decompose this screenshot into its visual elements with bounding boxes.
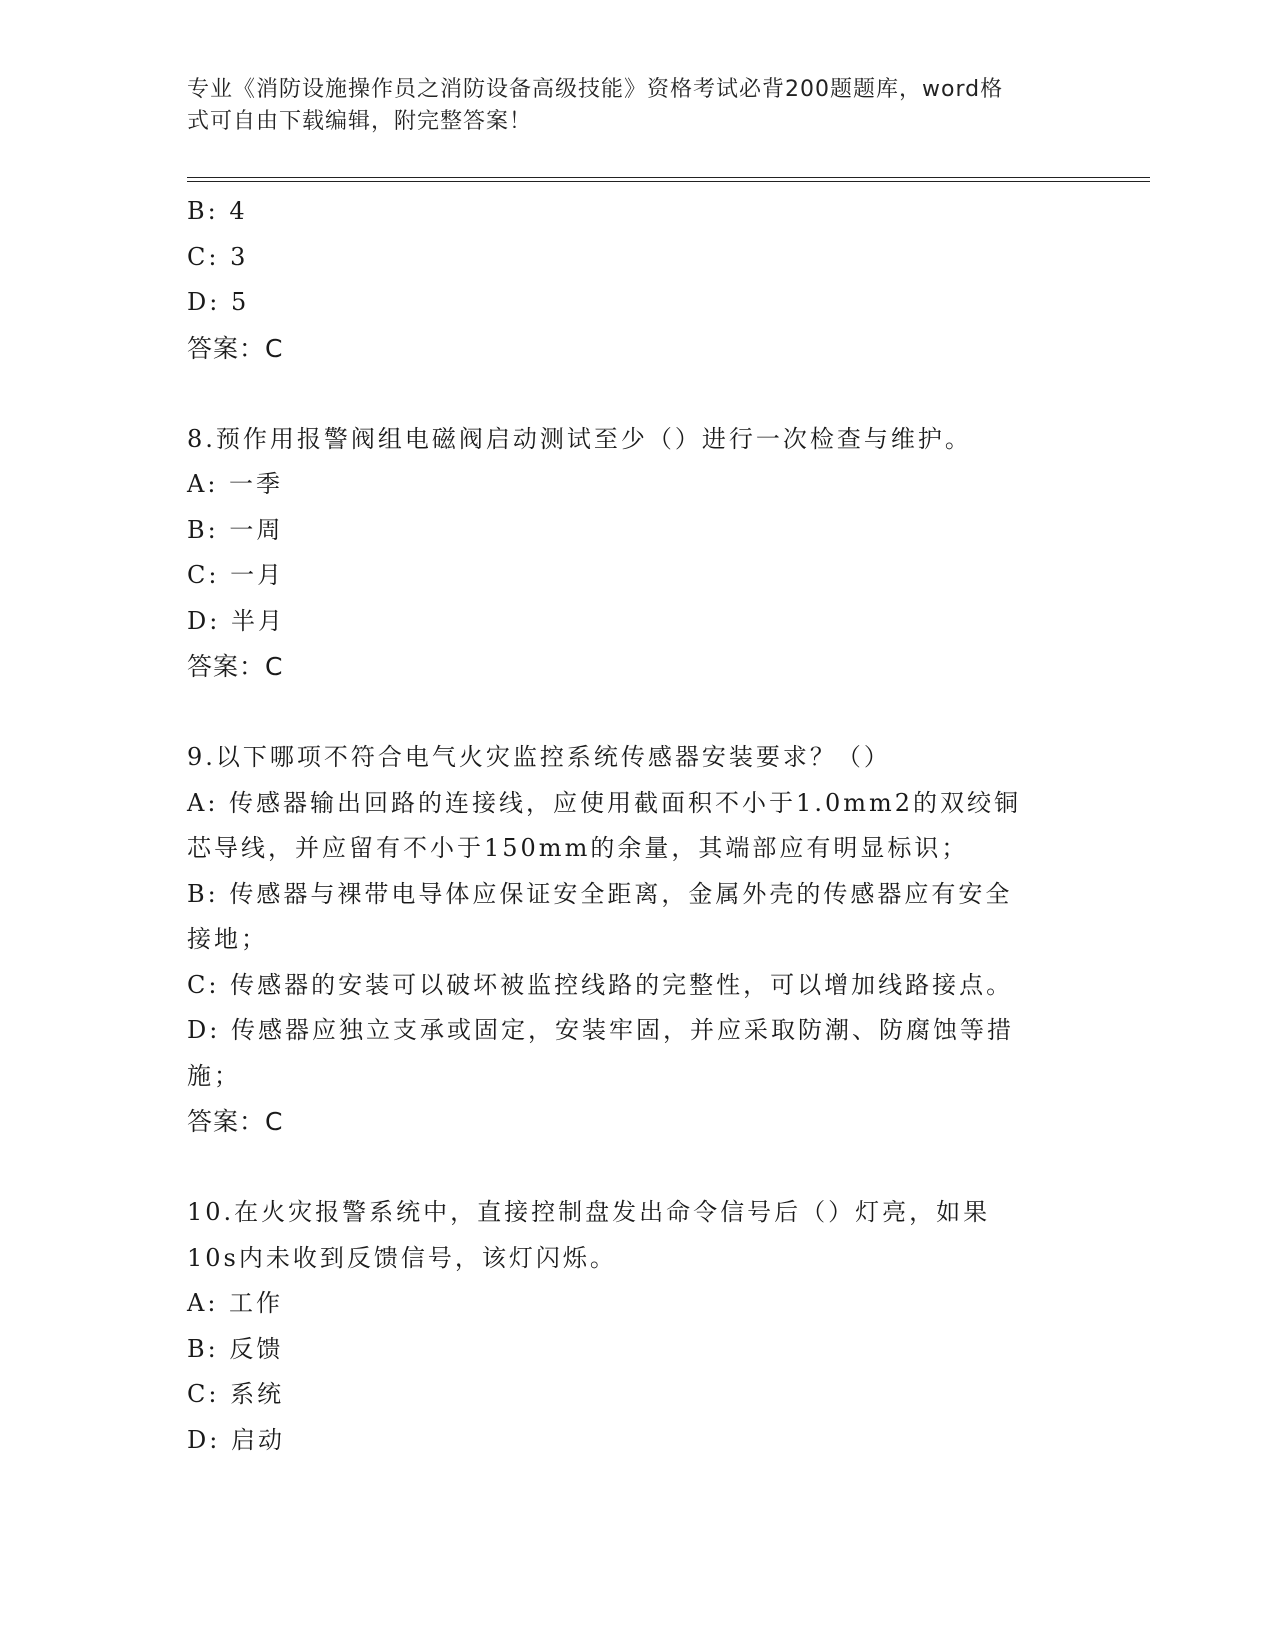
option-d: D: 5 bbox=[187, 288, 250, 316]
question-9-option-d-line-2: 施； bbox=[187, 1061, 241, 1090]
document-header bbox=[187, 74, 1067, 138]
question-content bbox=[187, 189, 1087, 1463]
question-10-stem-line-1: 10.在火灾报警系统中，直接控制盘发出命令信号后（）灯亮，如果 bbox=[187, 1198, 991, 1226]
question-9-answer: 答案：C bbox=[187, 1107, 284, 1136]
header-rule-top bbox=[187, 177, 1150, 178]
question-8-stem: 8.预作用报警阀组电磁阀启动测试至少（）进行一次检查与维护。 bbox=[187, 424, 972, 453]
question-8-option-d: D: 半月 bbox=[187, 606, 285, 635]
spacer bbox=[187, 371, 1087, 417]
question-10-option-a: A: 工作 bbox=[187, 1289, 284, 1317]
spacer bbox=[187, 1145, 1087, 1191]
question-8-answer: 答案：C bbox=[187, 652, 284, 681]
header-rule-bottom bbox=[187, 181, 1150, 182]
spacer bbox=[187, 690, 1087, 736]
question-9-option-c: C: 传感器的安装可以破坏被监控线路的完整性，可以增加线路接点。 bbox=[187, 970, 1014, 999]
question-10-option-d: D: 启动 bbox=[187, 1425, 285, 1454]
question-9-option-a-line-2: 芯导线，并应留有不小于150mm的余量，其端部应有明显标识； bbox=[187, 834, 969, 862]
question-9-option-b-line-2: 接地； bbox=[187, 925, 268, 953]
header-title-line-2: 式可自由下载编辑，附完整答案！ bbox=[187, 109, 533, 134]
question-10-stem-line-2: 10s内未收到反馈信号，该灯闪烁。 bbox=[187, 1243, 617, 1272]
question-9-option-a-line-1: A: 传感器输出回路的连接线，应使用截面积不小于1.0mm2的双绞铜 bbox=[187, 788, 1021, 817]
question-8-option-c: C: 一月 bbox=[187, 561, 285, 589]
question-8-option-a: A: 一季 bbox=[187, 470, 284, 498]
question-9-stem: 9.以下哪项不符合电气火灾监控系统传感器安装要求？（） bbox=[187, 743, 891, 771]
question-9-option-d-line-1: D: 传感器应独立支承或固定，安装牢固，并应采取防潮、防腐蚀等措 bbox=[187, 1016, 1014, 1044]
option-c: C: 3 bbox=[187, 242, 249, 271]
question-10-option-c: C: 系统 bbox=[187, 1380, 285, 1408]
header-title-line-1: 专业《消防设施操作员之消防设备高级技能》资格考试必背200题题库，word格 bbox=[187, 77, 1004, 102]
answer-line: 答案：C bbox=[187, 333, 284, 363]
question-8-option-b: B: 一周 bbox=[187, 515, 284, 544]
option-b: B: 4 bbox=[187, 197, 248, 225]
question-9-option-b-line-1: B: 传感器与裸带电导体应保证安全距离，金属外壳的传感器应有安全 bbox=[187, 879, 1013, 908]
question-10-option-b: B: 反馈 bbox=[187, 1334, 284, 1363]
